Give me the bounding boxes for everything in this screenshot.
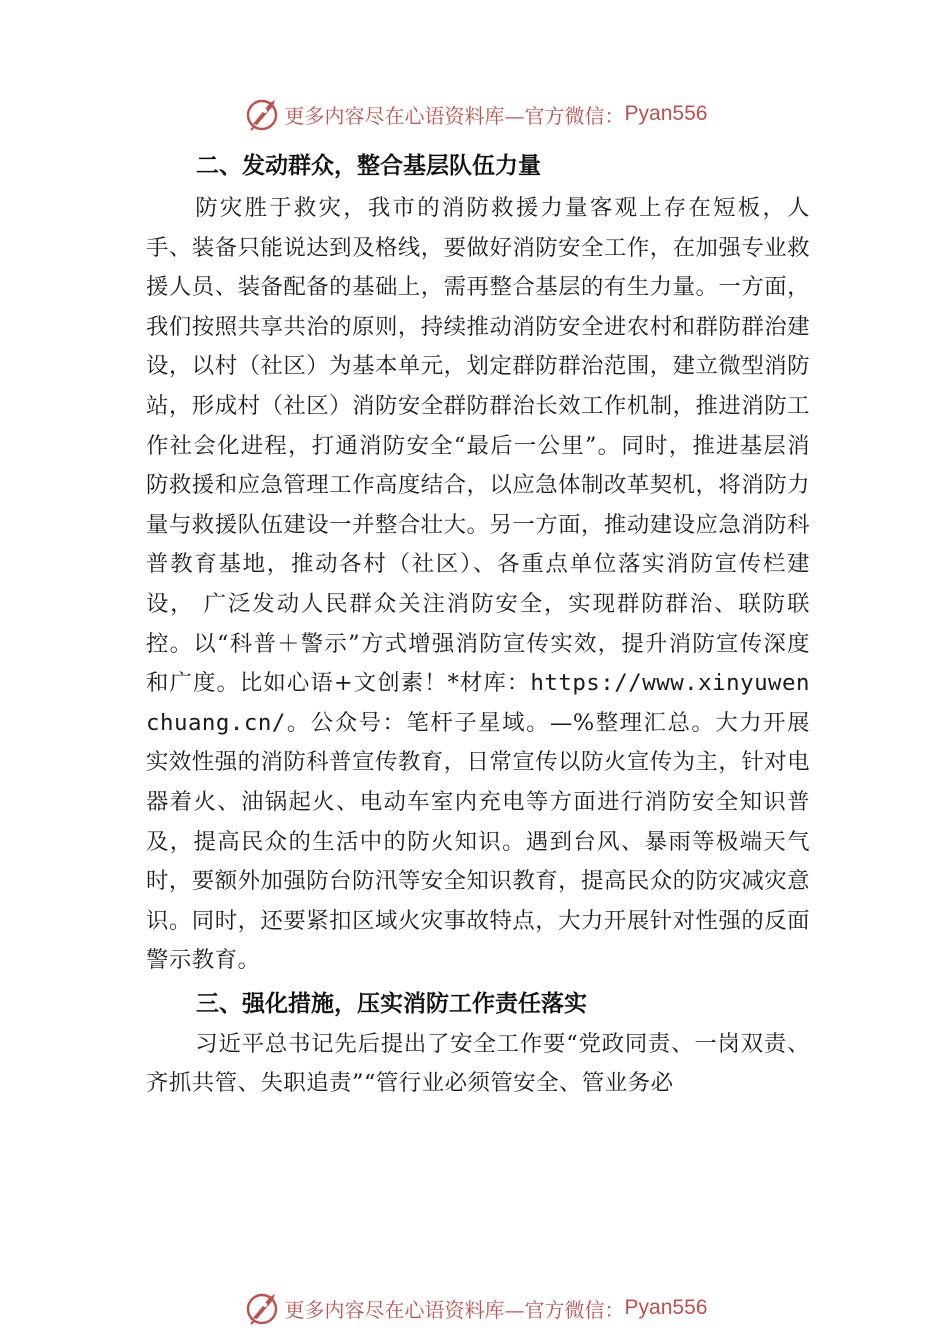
footer-watermark xyxy=(0,1286,950,1330)
header-watermark xyxy=(0,92,950,136)
banner-text: 更多内容尽在心语资料库—官方微信： xyxy=(284,1297,625,1322)
section-3-paragraph: 习近平总书记先后提出了安全工作要“党政同责、一岗双责、齐抓共管、失职追责”“管行业必须管安全、管业务必 xyxy=(146,1030,810,1097)
banner-wechat-id: Pyan556 xyxy=(624,1296,708,1319)
section-heading-3: 三、强化措施，压实消防工作责任落实 xyxy=(196,990,587,1017)
section-heading-2: 二、发动群众，整合基层队伍力量 xyxy=(196,153,541,179)
document-body xyxy=(146,145,810,1104)
banner-text: 更多内容尽在心语资料库—官方微信： xyxy=(284,103,625,128)
quill-pen-logo-icon xyxy=(243,1288,283,1328)
resource-url: https://www.xinyuwenchuang.cn/ xyxy=(146,670,810,736)
section-2-paragraph xyxy=(146,189,810,981)
paragraph-text-a: 防灾胜于救灾，我市的消防救援力量客观上存在短板，人手、装备只能说达到及格线，要做好消防安全工作，在加强专业救援人员、装备配备的基础上，需再整合基层的有生力量。一方面，我们按照共享共治的原则，持续推动消防安全进农村和群防群治建设，以村（社区）为基本单元，划定群防群治范围，建立微型消防站，形成村（社区）消防安全群防群治长效工作机制，推进消防工作社会化进程，打通消防安全“最后一公里”。同时，推进基层消防救援和应急管理工作高度结合，以应急体制改革契机，将消防力量与救援队伍建设一并整合壮大。另一方面，推动建设应急消防科普教育基地，推动各村（社区）、各重点单位落实消防宣传栏建设， 广泛发动人民群众关注消防安全，实现群防群治、联防联控。以“科普＋警示”方式增强消防宣传实效，提升消防宣传深度和广度。比如心语+文创素！*材库： xyxy=(146,195,810,697)
banner-wechat-id: Pyan556 xyxy=(624,102,708,125)
quill-pen-logo-icon xyxy=(243,94,283,134)
paragraph-text-b: 。公众号：笔杆子星域。—%整理汇总。大力开展实效性强的消防科普宣传教育，日常宣传以防火宣传为主，针对电器着火、油锅起火、电动车室内充电等方面进行消防安全知识普及，提高民众的生活中的防火知识。遇到台风、暴雨等极端天气时，要额外加强防台防汛等安全知识教育，提高民众的防灾减灾意识。同时，还要紧扣区域火灾事故特点，大力开展针对性强的反面警示教育。 xyxy=(146,709,810,974)
